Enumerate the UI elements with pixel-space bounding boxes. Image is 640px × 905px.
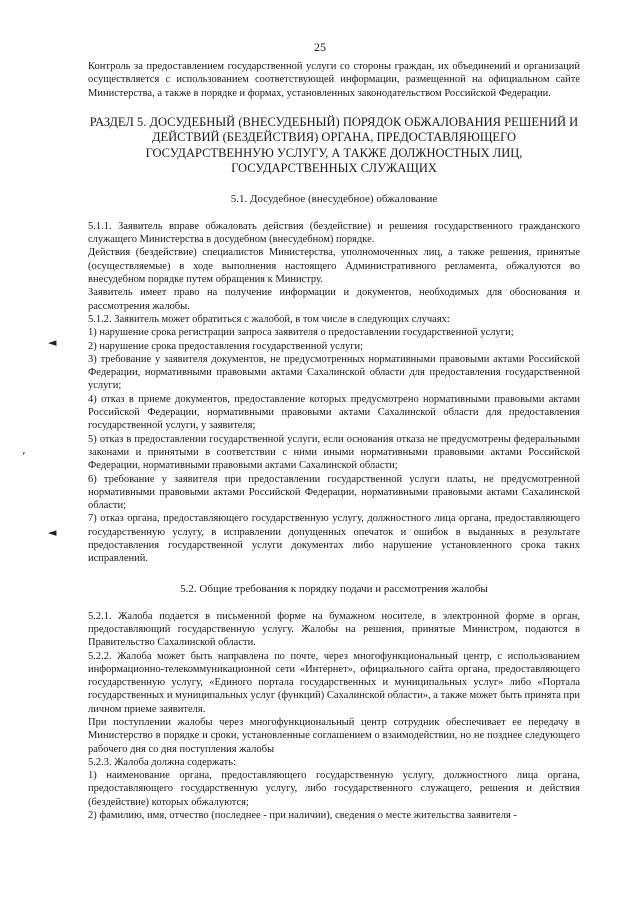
list-item: 7) отказ органа, предоставляющего государственную услугу, должностного лица органа, предоставляющего государственную услугу, в исправлении допущенных опечаток и ошибок в выданных в результате предоставления государственной услуги документах либо нарушение установленного срока таких исправлений.: [88, 513, 580, 565]
paragraph: Действия (бездействие) специалистов Министерства, уполномоченных лиц, а также решения, принятые (осуществляемые) в ходе выполнения настоящего Административного регламента, обжалуются во внесудебном порядке путем обращения к Министру.: [88, 247, 580, 286]
margin-mark: ʼ: [22, 450, 26, 463]
list-item: 2) нарушение срока предоставления государственной услуги;: [88, 340, 364, 352]
paragraph: 5.2.1. Жалоба подается в письменной форме на бумажном носителе, в электронной форме в орган, предоставляющий государственную услугу. Жалобы на решения, принятые Министром, подаются в Правительство Сахалинской области.: [88, 610, 580, 649]
list-item: 5) отказ в предоставлении государственной услуги, если основания отказа не предусмотрены федеральными законами и принятыми в соответствии с ними иными нормативными правовыми актами Российской Федерации, нормативными правовыми актами Сахалинской области;: [88, 433, 580, 472]
list-item: 3) требование у заявителя документов, не предусмотренных нормативными правовыми актами Российской Федерации, нормативными правовыми актами Сахалинской области для предоставления государственной услуги;: [88, 353, 580, 392]
list-item: 4) отказ в приеме документов, предоставление которых предусмотрено нормативными правовыми актами Российской Федерации, нормативными правовыми актами Сахалинской области для предоставления государственной услуги, у заявителя;: [88, 393, 580, 432]
section-title: РАЗДЕЛ 5. ДОСУДЕБНЫЙ (ВНЕСУДЕБНЫЙ) ПОРЯДОК ОБЖАЛОВАНИЯ РЕШЕНИЙ И ДЕЙСТВИЙ (БЕЗДЕЙСТВИЯ) ОРГАНА, ПРЕДОСТАВЛЯЮЩЕГО ГОСУДАРСТВЕННУЮ УСЛУГУ, А ТАКЖЕ ДОЛЖНОСТНЫХ ЛИЦ, ГОСУДАРСТВЕННЫХ СЛУЖАЩИХ: [89, 114, 579, 176]
paragraph: 5.2.3. Жалоба должна содержать:: [88, 756, 236, 768]
margin-mark: ◄: [48, 526, 57, 539]
paragraph: 5.2.2. Жалоба может быть направлена по почте, через многофункциональный центр, с использованием информационно-телекоммуникационной сети «Интернет», официального сайта органа, предоставляющего государственную услугу, «Единого портала государственных и муниципальных услуг» либо «Портала государственных и муниципальных услуг (функций) Сахалинской области», а также может быть принята при личном приеме заявителя.: [88, 650, 580, 715]
paragraph: 5.1.2. Заявитель может обратиться с жалобой, в том числе в следующих случаях:: [88, 313, 450, 325]
paragraph: При поступлении жалобы через многофункциональный центр сотрудник обеспечивает ее передачу в Министерство в порядке и сроки, установленные соглашением о взаимодействии, но не позднее следующего рабочего дня со дня поступления жалобы: [88, 716, 580, 755]
paragraph: Заявитель имеет право на получение информации и документов, необходимых для обоснования и рассмотрения жалобы.: [88, 287, 580, 312]
subsection-title-5-1: 5.1. Досудебное (внесудебное) обжалование: [230, 192, 438, 205]
list-item: 2) фамилию, имя, отчество (последнее - при наличии), сведения о месте жительства заявителя -: [88, 810, 517, 822]
list-item: 6) требование у заявителя при предоставлении государственной услуги платы, не предусмотренной нормативными правовыми актами Российской Федерации, нормативными правовыми актами Сахалинской области;: [88, 473, 580, 512]
margin-mark: ◄: [48, 336, 57, 349]
paragraph: 5.1.1. Заявитель вправе обжаловать действия (бездействие) и решения государственного гражданского служащего Министерства в досудебном (внесудебном) порядке.: [88, 220, 580, 246]
subsection-title-5-2: 5.2. Общие требования к порядку подачи и рассмотрения жалобы: [180, 582, 488, 595]
list-item: 1) нарушение срока регистрации запроса заявителя о предоставлении государственной услуги;: [88, 327, 514, 339]
intro-paragraph: Контроль за предоставлением государственной услуги со стороны граждан, их объединений и организаций осуществляется с использованием соответствующей информации, размещенной на официальном сайте Министерства, а также в порядке и формах, установленных законодательством Российской Федерации.: [88, 61, 580, 99]
document-body: [88, 60, 580, 822]
list-item: 1) наименование органа, предоставляющего государственную услугу, должностного лица органа, предоставляющего государственную услугу, либо государственного служащего, решения и действия (бездействие) которых обжалуются;: [88, 770, 580, 808]
page-number: 25: [314, 40, 326, 54]
